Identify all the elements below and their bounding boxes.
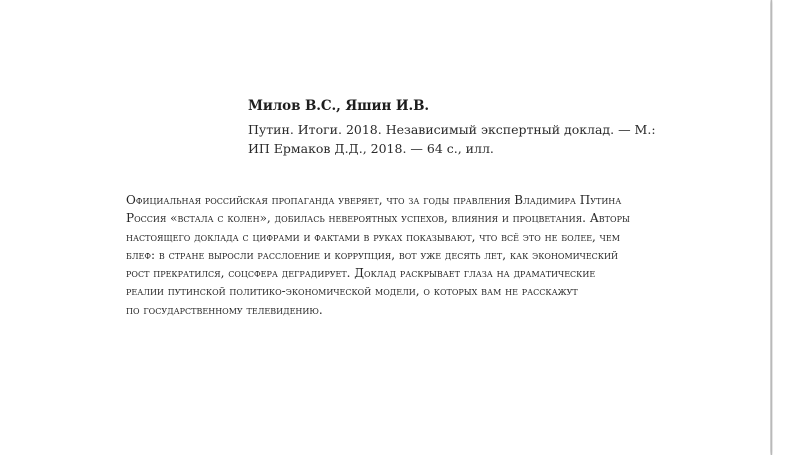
abstract-line: реалии путинской политико-экономической модели, о которых вам не расскажут	[126, 284, 578, 299]
abstract-line: Официальная российская пропаганда уверяет, что за годы правления Владимира Путина	[126, 193, 622, 207]
authors-line: Милов В.С., Яшин И.В.	[248, 98, 429, 114]
abstract-line: блеф: в стране выросли расслоение и коррупция, вот уже десять лет, как экономический	[126, 247, 618, 262]
abstract-line: рост прекратился, соцсфера деградирует. Доклад раскрывает глаза на драматические	[126, 266, 596, 281]
title-publisher-line: Путин. Итоги. 2018. Независимый экспертный доклад. — М.:	[248, 122, 656, 137]
page-edge-divider	[771, 0, 772, 455]
abstract-paragraph	[126, 191, 696, 319]
abstract-line: настоящего доклада с цифрами и фактами в руках показывают, что всё это не более, чем	[126, 229, 620, 244]
abstract-line: Россия «встала с колен», добилась невероятных успехов, влияния и процветания. Авторы	[126, 211, 630, 226]
publisher-year-pages-line: ИП Ермаков Д.Д., 2018. — 64 с., илл.	[248, 141, 494, 156]
right-gutter	[773, 0, 800, 455]
bibliographic-citation	[248, 97, 718, 158]
abstract-line: по государственному телевидению.	[126, 302, 323, 317]
